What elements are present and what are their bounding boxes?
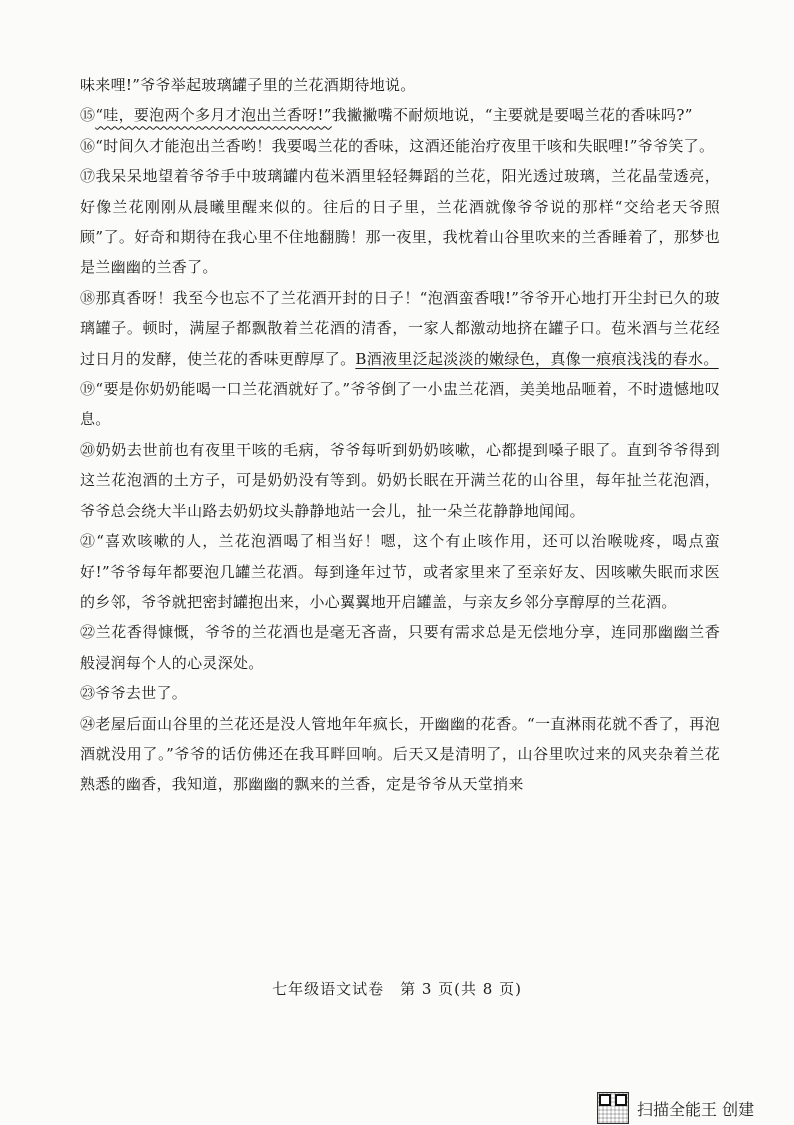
wavy-underlined-sentence: “哇，要泡两个多月才泡出兰香呀!”	[95, 106, 332, 125]
paragraph-15-rest: 我撇撇嘴不耐烦地说，“主要就是要喝兰花的香味吗?”	[331, 106, 693, 125]
paragraph-14-tail: 味来哩!”爷爷举起玻璃罐子里的兰花酒期待地说。	[80, 76, 416, 94]
paragraph-18-main: ⑱那真香呀！我至今也忘不了兰花酒开封的日子！“泡酒蛮香哦!”爷爷开心地打开尘封已久的玻璃罐子。顿时，满屋子都飘散着兰花酒的清香，一家人都激动地挤在罐子口。苞米酒与兰花经过日月的发酵，使兰花的香味更醇厚了。	[80, 288, 720, 368]
paragraph-16: ⑯“时间久才能泡出兰香哟！我要喝兰花的香味，这酒还能治疗夜里干咳和失眠哩!”爷爷笑了。	[80, 136, 715, 155]
scanner-watermark	[597, 1092, 754, 1124]
qr-code-icon	[597, 1092, 629, 1124]
paragraph-24: ㉔老屋后面山谷里的兰花还是没人管地年年疯长，开幽幽的花香。“一直淋雨花就不香了，再泡酒就没用了。”爷爷的话仿佛还在我耳畔回响。后天又是清明了，山谷里吹过来的风夹杂着兰花熟悉的幽香，我知道，那幽幽的飘来的兰香，定是爷爷从天堂捎来	[80, 714, 720, 794]
paragraph-17: ⑰我呆呆地望着爷爷手中玻璃罐内苞米酒里轻轻舞蹈的兰花，阳光透过玻璃，兰花晶莹透亮，好像兰花刚刚从晨曦里醒来似的。往后的日子里，兰花酒就像爷爷说的那样“交给老天爷照顾”了。好奇和期待在我心里不住地翻腾！那一夜里，我枕着山谷里吹来的兰香睡着了，那梦也是兰幽幽的兰香了。	[80, 167, 720, 277]
paragraph-23: ㉓爷爷去世了。	[80, 684, 188, 703]
watermark-text: 扫描全能王 创建	[637, 1099, 755, 1119]
paragraph-20: ⑳奶奶去世前也有夜里干咳的毛病，爷爷每听到奶奶咳嗽，心都提到嗓子眼了。直到爷爷得到这兰花泡酒的土方子，可是奶奶没有等到。奶奶长眠在开满兰花的山谷里，每年扯兰花泡酒，爷爷总会绕大半山路去奶奶坟头静静地站一会儿，扯一朵兰花静静地闻闻。	[80, 440, 720, 520]
reading-passage	[80, 70, 720, 800]
paragraph-22: ㉒兰花香得慷慨，爷爷的兰花酒也是毫无吝啬，只要有需求总是无偿地分享，连同那幽幽兰香般浸润每个人的心灵深处。	[80, 623, 720, 672]
paragraph-18	[80, 283, 720, 374]
paragraph-15	[80, 100, 720, 130]
paragraph-15-number: ⑮	[80, 106, 96, 125]
paragraph-21: ㉑“喜欢咳嗽的人，兰花泡酒喝了相当好！嗯，这个有止咳作用，还可以治喉咙疼，喝点蛮好!”爷爷每年都要泡几罐兰花酒。每到逢年过节，或者家里来了至亲好友、因咳嗽失眠而求医的乡邻，爷爷就把密封罐抱出来，小心翼翼地开启罐盖，与亲友乡邻分享醇厚的兰花酒。	[80, 532, 720, 611]
page-footer: 七年级语文试卷 第 3 页(共 8 页)	[272, 980, 522, 998]
underlined-sentence-b: B酒液里泛起淡淡的嫩绿色，真像一痕痕浅浅的春水。	[355, 349, 719, 368]
paragraph-19: ⑲“要是你奶奶能喝一口兰花酒就好了。”爷爷倒了一小盅兰花酒，美美地品咂着，不时遗憾地叹息。	[80, 380, 720, 429]
